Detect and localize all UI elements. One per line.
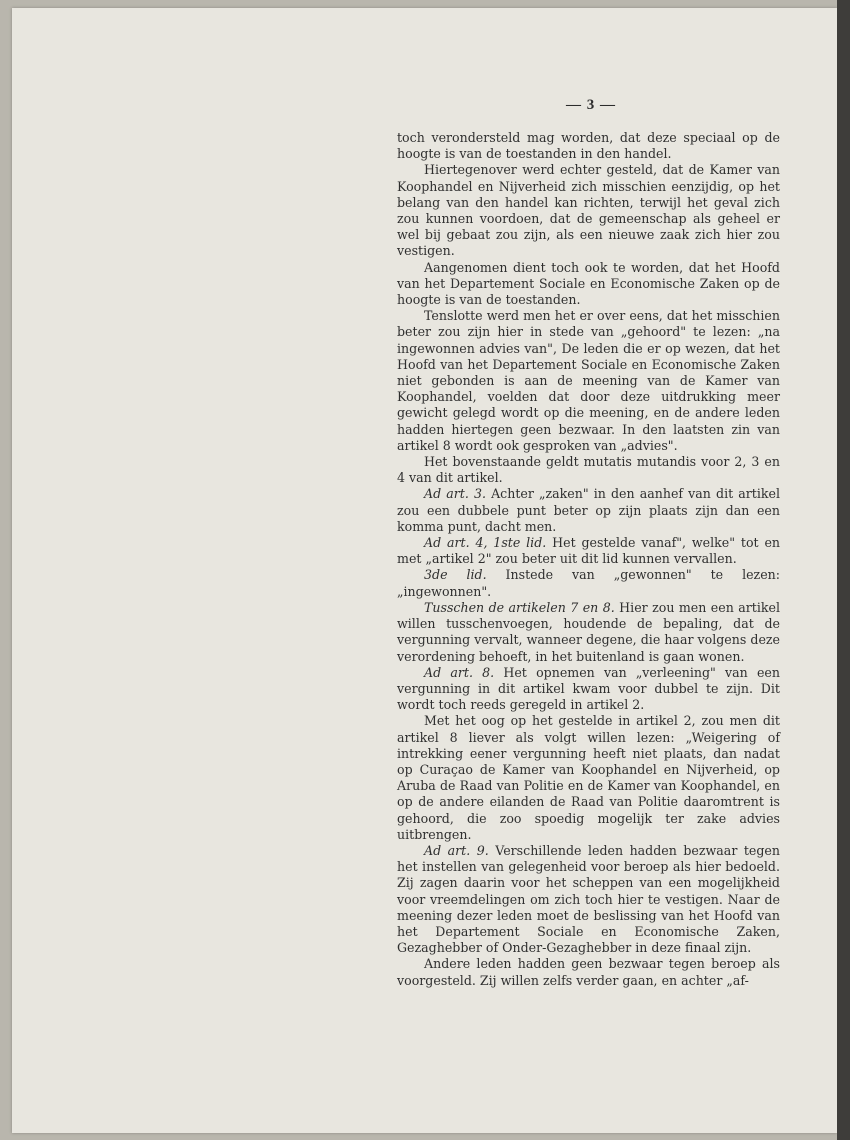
article-body: Instede van „gewonnen" te lezen: „ingewonnen". <box>397 567 780 599</box>
body-text <box>397 130 780 989</box>
article-body: Het gestelde vanaf", welke" tot en met „artikel 2" zou beter uit dit lid kunnen vervallen. <box>397 535 781 567</box>
page-number: — 3 — <box>566 97 616 113</box>
article-heading: Ad art. 9. <box>424 842 489 858</box>
article-paragraph <box>397 843 780 956</box>
paragraph: Aangenomen dient toch ook te worden, dat het Hoofd van het Departement Sociale en Economische Zaken op de hoogte is van de toestanden. <box>397 259 780 308</box>
scan-edge <box>837 0 850 1140</box>
article-paragraph <box>397 567 780 599</box>
paragraph: Hiertegenover werd echter gesteld, dat de Kamer van Koophandel en Nijverheid zich misschien eenzijdig, op het belang van den handel kan richten, terwijl het geval zich zou kunnen voordoen, dat de gemeenschap als geheel er wel bij gebaat zou zijn, als een nieuwe zaak zich hier zou vestigen. <box>397 162 780 259</box>
article-body: Verschillende leden hadden bezwaar tegen het instellen van gelegenheid voor beroep als hier bedoeld. Zij zagen daarin voor het scheppen van een mogelijkheid voor vreemdelingen om zich toch hier te vestigen. Naar de meening dezer leden moet de beslissing van het Hoofd van het Departement Sociale en Economische Zaken, Gezaghebber of Onder-Gezaghebber in deze finaal zijn. <box>397 842 780 956</box>
article-heading: Ad art. 8. <box>424 664 495 680</box>
article-body: Hier zou men een artikel willen tusschenvoegen, houdende de bepaling, dat de vergunning vervalt, wanneer degene, die haar volgens deze verordening behoeft, in het buitenland is gaan wonen. <box>397 599 780 664</box>
article-heading: Tusschen de artikelen 7 en 8. <box>424 599 615 615</box>
paragraph: Tenslotte werd men het er over eens, dat het misschien beter zou zijn hier in stede van „gehoord" te lezen: „na ingewonnen advies van", De leden die er op wezen, dat het Hoofd van het Departement Sociale en Economische Zaken niet gebonden is aan de meening van de Kamer van Koophandel, voelden dat door deze uitdrukking meer gewicht gelegd wordt op die meening, en de andere leden hadden hiertegen geen bezwaar. In den laatsten zin van artikel 8 wordt ook gesproken van „advies". <box>397 308 780 453</box>
paragraph: Het bovenstaande geldt mutatis mutandis voor 2, 3 en 4 van dit artikel. <box>397 454 780 486</box>
article-paragraph <box>397 600 780 665</box>
article-paragraph <box>397 535 780 567</box>
paragraph: Andere leden hadden geen bezwaar tegen beroep als voorgesteld. Zij willen zelfs verder gaan, en achter „af- <box>397 956 780 988</box>
article-paragraph <box>397 486 780 535</box>
article-heading: Ad art. 3. <box>424 486 486 502</box>
article-paragraph <box>397 665 780 714</box>
article-heading: Ad art. 4, 1ste lid. <box>424 535 547 551</box>
article-body: Achter „zaken" in den aanhef van dit artikel zou een dubbele punt beter op zijn plaats zijn dan een komma punt, dacht men. <box>397 486 780 534</box>
paragraph: toch verondersteld mag worden, dat deze speciaal op de hoogte is van de toestanden in den handel. <box>397 130 780 162</box>
article-heading: 3de lid. <box>424 567 487 583</box>
article-body: Het opnemen van „verleening" van een vergunning in dit artikel kwam voor dubbel te zijn. Dit wordt toch reeds geregeld in artikel 2. <box>397 664 780 713</box>
paragraph: Met het oog op het gestelde in artikel 2, zou men dit artikel 8 liever als volgt willen lezen: „Weigering of intrekking eener vergunning heeft niet plaats, dan nadat op Curaçao de Kamer van Koophandel en Nijverheid, op Aruba de Raad van Politie en de Kamer van Koophandel, en op de andere eilanden de Raad van Politie daaromtrent is gehoord, die zoo spoedig mogelijk ter zake advies uitbrengen. <box>397 713 780 842</box>
